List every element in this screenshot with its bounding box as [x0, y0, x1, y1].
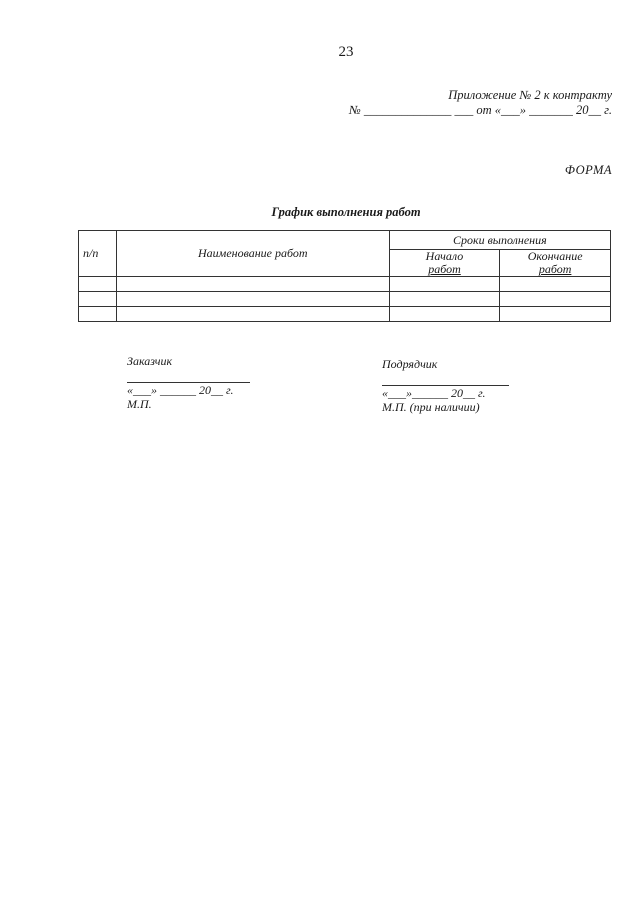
work-schedule-table	[78, 230, 611, 322]
table-cell[interactable]	[116, 277, 389, 292]
table-row	[79, 277, 611, 292]
table-row	[79, 307, 611, 322]
contract-number-line: № ______________ ___ от «___» _______ 20__ г.	[348, 103, 612, 117]
table-cell[interactable]	[389, 292, 500, 307]
customer-signature-line[interactable]	[127, 368, 250, 383]
customer-signature-block	[127, 354, 250, 411]
header-start-line1: Начало	[425, 249, 464, 263]
appendix-reference: Приложение № 2 к контракту	[448, 88, 612, 102]
table-cell[interactable]	[79, 277, 117, 292]
header-start-line2: работ	[428, 262, 461, 276]
table-cell[interactable]	[389, 277, 500, 292]
form-label: ФОРМА	[564, 163, 612, 177]
contractor-stamp: М.П. (при наличии)	[382, 400, 480, 414]
customer-role: Заказчик	[127, 354, 173, 368]
table-cell[interactable]	[500, 307, 611, 322]
document-title: График выполнения работ	[271, 205, 421, 219]
table-cell[interactable]	[500, 277, 611, 292]
table-cell[interactable]	[116, 292, 389, 307]
customer-stamp: М.П.	[127, 397, 152, 411]
table-header-row	[79, 231, 611, 250]
header-end-line2: работ	[538, 262, 572, 276]
table-cell[interactable]	[79, 307, 117, 322]
header-num: п/п	[79, 231, 117, 277]
table-row	[79, 292, 611, 307]
contractor-role: Подрядчик	[382, 357, 438, 371]
header-end-line1: Окончание	[527, 249, 583, 263]
contractor-signature-block	[382, 357, 509, 414]
table-cell[interactable]	[116, 307, 389, 322]
contractor-date: «___»______ 20__ г.	[382, 386, 486, 400]
page-number: 23	[338, 44, 354, 60]
customer-date: «___» ______ 20__ г.	[127, 383, 234, 397]
header-deadlines: Сроки выполнения	[389, 231, 610, 250]
table-cell[interactable]	[389, 307, 500, 322]
contractor-signature-line[interactable]	[382, 371, 509, 386]
table-cell[interactable]	[79, 292, 117, 307]
table-cell[interactable]	[500, 292, 611, 307]
header-work-name: Наименование работ	[116, 231, 389, 277]
header-end	[500, 250, 611, 277]
header-start	[389, 250, 500, 277]
